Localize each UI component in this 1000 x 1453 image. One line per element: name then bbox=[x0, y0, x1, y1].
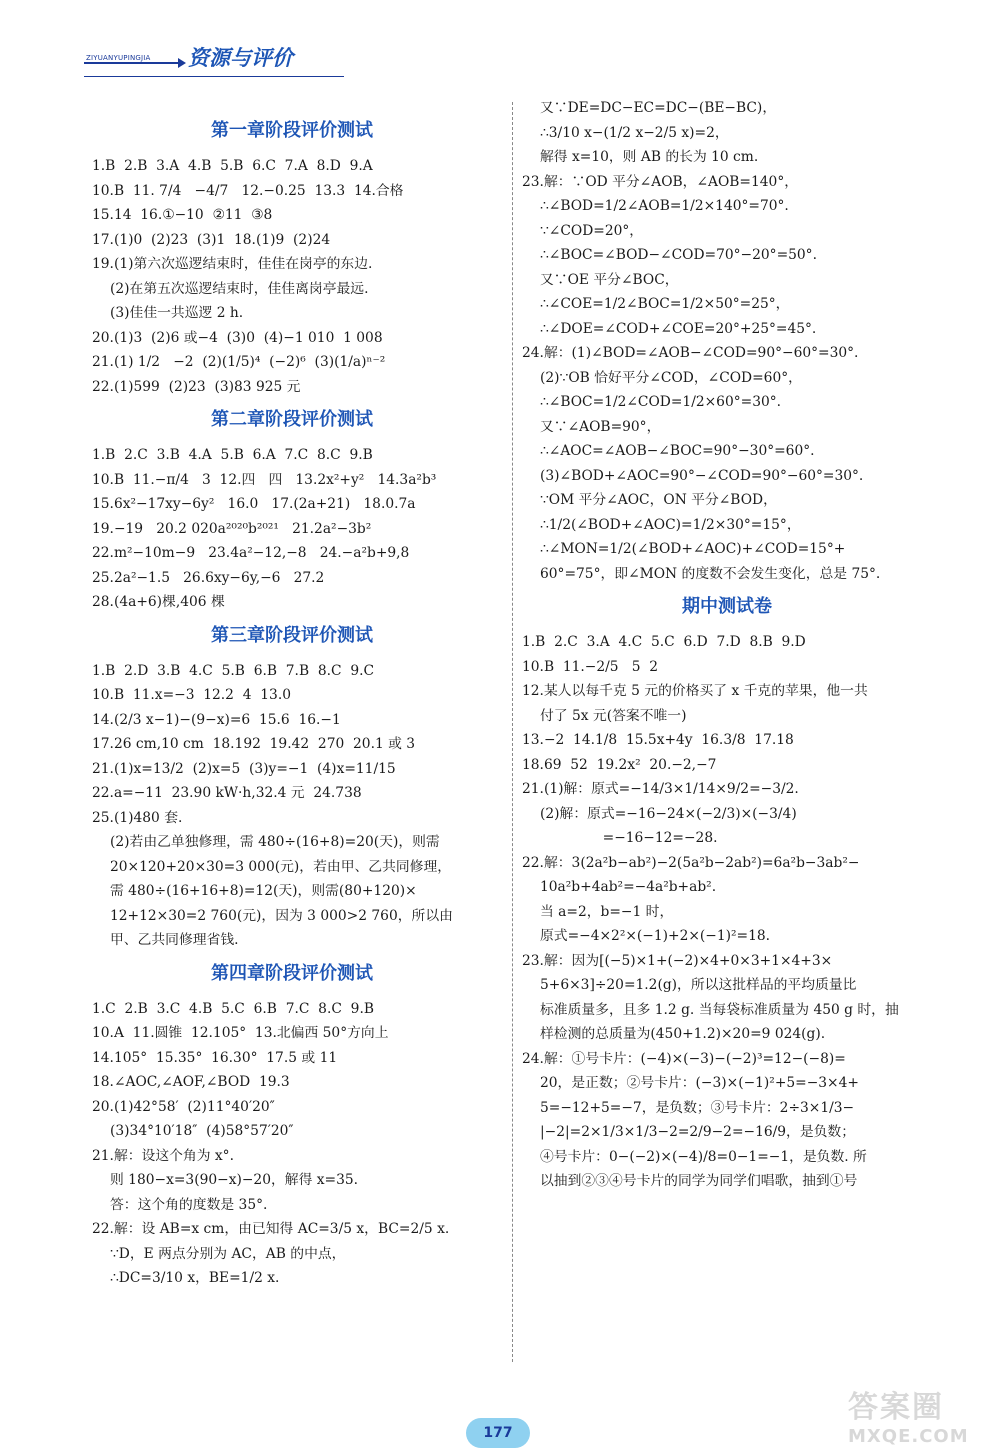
watermark-top: 答案圈 bbox=[848, 1390, 944, 1425]
answer-line: 以抽到②③④号卡片的同学为同学们唱歌，抽到①号 bbox=[540, 1173, 858, 1189]
answer-line: 甲、乙共同修理省钱. bbox=[110, 932, 239, 948]
answer-line: 10.B 11. 7/4 −4/7 12.−0.25 13.3 14.合格 bbox=[92, 182, 404, 199]
answer-line: ∵∠COD=20°， bbox=[540, 222, 644, 239]
answer-line: 22.(1)599 (2)23 (3)83 925 元 bbox=[92, 378, 301, 395]
answer-line: 样检测的总质量为(450+1.2)×20=9 024(g). bbox=[540, 1026, 826, 1042]
answer-line: =−16−12=−28. bbox=[550, 830, 718, 846]
answer-line: 23.解：因为[(−5)×1+(−2)×4+0×3+1×4+3× bbox=[522, 952, 833, 969]
answer-line: 14.(2/3 x−1)−(9−x)=6 15.6 16.−1 bbox=[92, 711, 341, 728]
answer-line: 解得 x=10，则 AB 的长为 10 cm. bbox=[540, 149, 759, 165]
answer-line: ∴DC=3/10 x，BE=1/2 x. bbox=[110, 1270, 280, 1286]
page-header bbox=[84, 40, 344, 80]
answer-line: ④号卡片：0−(−2)×(−4)/8=0−1=−1，是负数. 所 bbox=[540, 1148, 867, 1165]
answer-line: 28.(4a+6)棵,406 棵 bbox=[92, 594, 225, 610]
answer-line: 又∵∠AOB=90°， bbox=[540, 418, 661, 435]
answer-line: 付了 5x 元(答案不唯一) bbox=[540, 707, 687, 724]
answer-line: 14.105° 15.35° 16.30° 17.5 或 11 bbox=[92, 1049, 338, 1066]
answer-line: 5=−12+5=−7，是负数；③号卡片：2÷3×1/3− bbox=[540, 1099, 855, 1116]
answer-line: 又∵OE 平分∠BOC， bbox=[540, 271, 679, 288]
answer-line: 则 180−x=3(90−x)−20，解得 x=35. bbox=[110, 1172, 359, 1188]
answer-line: (3)∠BOD+∠AOC=90°−∠COD=90°−60°=30°. bbox=[540, 467, 864, 484]
answer-line: ∴∠AOC=∠AOB−∠BOC=90°−30°=60°. bbox=[540, 443, 815, 459]
header-rule bbox=[84, 76, 344, 77]
answer-line: 标准质量多，且多 1.2 g. 当每袋标准质量为 450 g 时，抽 bbox=[540, 1001, 899, 1018]
section-title: 第三章阶段评价测试 bbox=[211, 624, 373, 646]
answer-line: ∵D，E 两点分别为 AC，AB 的中点， bbox=[110, 1245, 346, 1262]
answer-line: 17.(1)0 (2)23 (3)1 18.(1)9 (2)24 bbox=[92, 231, 331, 248]
answer-line: 22.m²−10m−9 23.4a²−12,−8 24.−a²b+9,8 bbox=[92, 545, 410, 561]
answer-line: 25.2a²−1.5 26.6xy−6y,−6 27.2 bbox=[92, 569, 325, 586]
answer-line: 1.B 2.C 3.B 4.A 5.B 6.A 7.C 8.C 9.B bbox=[92, 447, 373, 463]
answer-line: 5+6×3]÷20=1.2(g)，所以这批样品的平均质量比 bbox=[540, 977, 857, 993]
answer-line: 10a²b+4ab²=−4a²b+ab². bbox=[540, 879, 717, 895]
answer-line: 又∵DE=DC−EC=DC−(BE−BC)， bbox=[540, 100, 777, 116]
answer-line: 25.(1)480 套. bbox=[92, 809, 183, 826]
answer-line: 21.解：设这个角为 x°. bbox=[92, 1147, 234, 1164]
answer-line: 1.C 2.B 3.C 4.B 5.C 6.B 7.C 8.C 9.B bbox=[92, 1000, 374, 1017]
header-pinyin: ZIYUANYUPINGJIA bbox=[86, 54, 151, 62]
answer-line: 22.a=−11 23.90 kW·h,32.4 元 24.738 bbox=[92, 785, 362, 801]
answer-line: 1.B 2.D 3.B 4.C 5.B 6.B 7.B 8.C 9.C bbox=[92, 662, 375, 679]
header-title: 资源与评价 bbox=[188, 46, 293, 70]
answer-line: 答：这个角的度数是 35°. bbox=[110, 1196, 268, 1213]
answer-line: 60°=75°，即∠MON 的度数不会发生变化，总是 75°. bbox=[540, 565, 881, 582]
answer-line: ∴∠BOD=1/2∠AOB=1/2×140°=70°. bbox=[540, 198, 789, 214]
answer-line: 10.B 11.−π/4 3 12.四 四 13.2x²+y² 14.3a²b³ bbox=[92, 471, 437, 488]
answer-line: 10.B 11.−2/5 5 2 bbox=[522, 658, 659, 675]
answer-line: 20.(1)42°58′ (2)11°40′20″ bbox=[92, 1098, 275, 1115]
answer-line: 18.∠AOC,∠AOF,∠BOD 19.3 bbox=[92, 1074, 290, 1090]
answer-line: |−2|=2×1/3×1/3−2=2/9−2=−16/9，是负数； bbox=[540, 1124, 856, 1140]
answer-line: 18.69 52 19.2x² 20.−2,−7 bbox=[522, 756, 717, 773]
answer-line: ∴∠DOE=∠COD+∠COE=20°+25°=45°. bbox=[540, 320, 817, 337]
watermark-logo bbox=[848, 1382, 988, 1448]
watermark-bottom: MXQE.COM bbox=[848, 1426, 969, 1447]
answer-line: ∴3/10 x−(1/2 x−2/5 x)=2， bbox=[540, 124, 729, 141]
left-column bbox=[92, 110, 492, 1291]
answer-line: (2)若由乙单独修理，需 480÷(16+8)=20(天)，则需 bbox=[110, 834, 440, 850]
answer-line: 13.−2 14.1/8 15.5x+4y 16.3/8 17.18 bbox=[522, 732, 794, 748]
answer-line: 20×120+20×30=3 000(元)，若由甲、乙共同修理， bbox=[110, 858, 452, 875]
answer-line: 21.(1)x=13/2 (2)x=5 (3)y=−1 (4)x=11/15 bbox=[92, 760, 396, 777]
answer-line: 当 a=2，b=−1 时， bbox=[540, 903, 674, 920]
answer-line: ∴∠BOC=∠BOD−∠COD=70°−20°=50°. bbox=[540, 247, 817, 263]
right-column bbox=[522, 96, 932, 1194]
answer-line: 20，是正数；②号卡片：(−3)×(−1)²+5=−3×4+ bbox=[540, 1075, 859, 1091]
answer-line: 24.解：(1)∠BOD=∠AOB−∠COD=90°−60°=30°. bbox=[522, 345, 859, 361]
answer-line: 15.6x²−17xy−6y² 16.0 17.(2a+21) 18.0.7a bbox=[92, 496, 416, 512]
answer-line: 21.(1)解：原式=−14/3×1/14×9/2=−3/2. bbox=[522, 781, 799, 797]
answer-line: 12+12×30=2 760(元)，因为 3 000>2 760，所以由 bbox=[110, 907, 453, 924]
answer-line: (2)解：原式=−16−24×(−2/3)×(−3/4) bbox=[540, 805, 797, 822]
answer-line: 19.−19 20.2 020a²⁰²⁰b²⁰²¹ 21.2a²−3b² bbox=[92, 520, 372, 537]
answer-line: (2)∵OB 恰好平分∠COD，∠COD=60°， bbox=[540, 369, 802, 386]
answer-line: 10.B 11.x=−3 12.2 4 13.0 bbox=[92, 687, 292, 703]
page-number: 177 bbox=[466, 1418, 530, 1448]
section-title: 第四章阶段评价测试 bbox=[211, 962, 373, 984]
answer-line: (2)在第五次巡逻结束时，佳佳离岗亭最远. bbox=[110, 280, 369, 297]
section-title: 第二章阶段评价测试 bbox=[211, 409, 373, 430]
answer-line: ∴∠COE=1/2∠BOC=1/2×50°=25°， bbox=[540, 296, 790, 312]
answer-line: 1.B 2.C 3.A 4.C 5.C 6.D 7.D 8.B 9.D bbox=[522, 634, 806, 650]
answer-line: (3)34°10′18″ (4)58°57′20″ bbox=[110, 1123, 294, 1139]
answer-line: 17.26 cm,10 cm 18.192 19.42 270 20.1 或 3 bbox=[92, 736, 416, 752]
column-divider bbox=[512, 102, 513, 1362]
section-title: 期中测试卷 bbox=[682, 596, 772, 617]
answer-line: 24.解：①号卡片：(−4)×(−3)−(−2)³=12−(−8)= bbox=[522, 1050, 846, 1067]
header-arrow-icon bbox=[84, 62, 180, 64]
answer-line: 原式=−4×2²×(−1)+2×(−1)²=18. bbox=[540, 928, 771, 944]
answer-line: 22.解：设 AB=x cm，由已知得 AC=3/5 x，BC=2/5 x. bbox=[92, 1221, 450, 1237]
answer-line: ∴∠BOC=1/2∠COD=1/2×60°=30°. bbox=[540, 394, 782, 410]
answer-line: 22.解：3(2a²b−ab²)−2(5a²b−2ab²)=6a²b−3ab²− bbox=[522, 854, 860, 871]
answer-line: 15.14 16.①−10 ②11 ③8 bbox=[92, 207, 273, 223]
answer-line: 19.(1)第六次巡逻结束时，佳佳在岗亭的东边. bbox=[92, 256, 373, 272]
answer-line: ∵OM 平分∠AOC，ON 平分∠BOD， bbox=[540, 492, 777, 508]
answer-line: ∴∠MON=1/2(∠BOD+∠AOC)+∠COD=15°+ bbox=[540, 541, 846, 557]
answer-line: 需 480÷(16+16+8)=12(天)，则需(80+120)× bbox=[110, 883, 417, 899]
answer-line: 12.某人以每千克 5 元的价格买了 x 千克的苹果，他一共 bbox=[522, 683, 868, 699]
answer-line: 21.(1) 1/2 −2 (2)(1/5)⁴ (−2)⁶ (3)(1/a)ⁿ⁻² bbox=[92, 354, 386, 370]
answer-line: ∴1/2(∠BOD+∠AOC)=1/2×30°=15°， bbox=[540, 516, 801, 533]
answer-line: 1.B 2.B 3.A 4.B 5.B 6.C 7.A 8.D 9.A bbox=[92, 158, 373, 174]
answer-line: 23.解：∵OD 平分∠AOB，∠AOB=140°， bbox=[522, 173, 799, 190]
answer-line: 20.(1)3 (2)6 或−4 (3)0 (4)−1 010 1 008 bbox=[92, 329, 383, 346]
section-title: 第一章阶段评价测试 bbox=[211, 120, 373, 141]
answer-line: 10.A 11.圆锥 12.105° 13.北偏西 50°方向上 bbox=[92, 1025, 389, 1041]
answer-line: (3)佳佳一共巡逻 2 h. bbox=[110, 305, 244, 321]
